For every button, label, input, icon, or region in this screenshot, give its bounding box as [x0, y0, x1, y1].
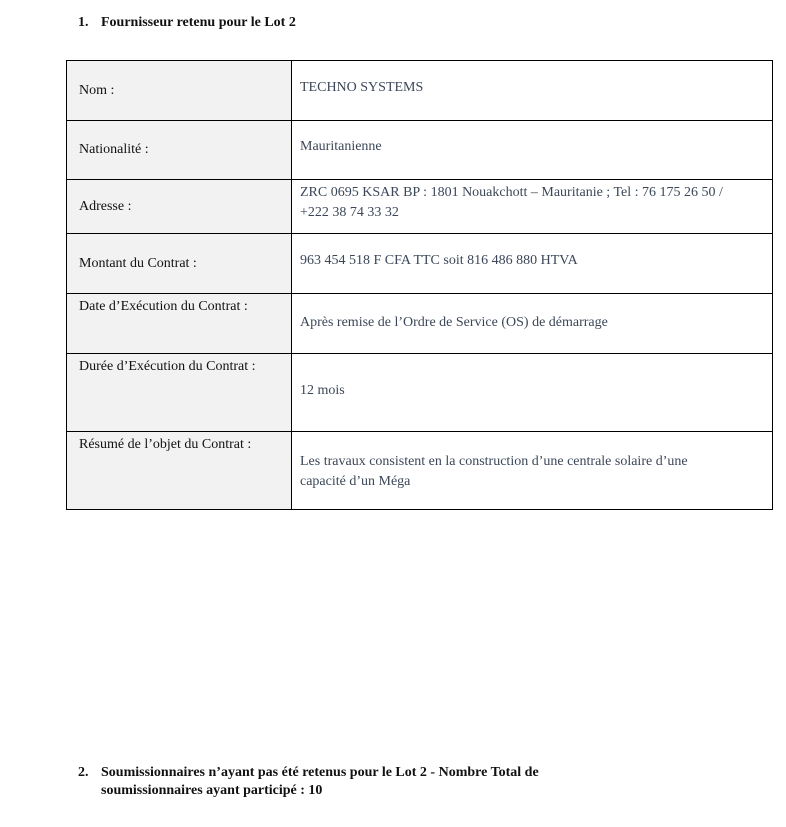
section-2-number: 2.: [78, 765, 89, 780]
value-resume-objet-line-1: Les travaux consistent en la construction d’une centrale solaire d’une: [300, 453, 688, 469]
value-adresse-line-1: ZRC 0695 KSAR BP : 1801 Nouakchott – Mauritanie ; Tel : 76 175 26 50 /: [300, 185, 723, 200]
value-nom: [292, 61, 773, 121]
value-date-execution-text: Après remise de l’Ordre de Service (OS) de démarrage: [300, 314, 608, 330]
table-row-adresse: [67, 180, 773, 234]
value-duree-execution-text: 12 mois: [300, 382, 345, 398]
label-montant: Montant du Contrat :: [67, 234, 292, 294]
section-1-heading: [78, 14, 578, 32]
value-adresse: [292, 180, 773, 234]
contract-info-table: [66, 60, 773, 510]
table-row-date-execution: [67, 294, 773, 354]
label-resume-objet: Résumé de l’objet du Contrat :: [67, 432, 292, 510]
label-adresse: Adresse :: [67, 180, 292, 234]
value-nationalite: [292, 121, 773, 180]
table-row-resume-objet: [67, 432, 773, 510]
label-nom: Nom :: [67, 61, 292, 121]
label-date-execution: Date d’Exécution du Contrat :: [67, 294, 292, 354]
table-row-nom: [67, 61, 773, 121]
section-1-title: Fournisseur retenu pour le Lot 2: [101, 15, 296, 30]
value-nationalite-text: Mauritanienne: [300, 139, 382, 154]
section-1-number: 1.: [78, 15, 89, 30]
section-2-title-line-2: soumissionnaires ayant participé : 10: [101, 783, 323, 798]
value-montant-text: 963 454 518 F CFA TTC soit 816 486 880 HTVA: [300, 252, 578, 268]
table-row-duree-execution: [67, 354, 773, 432]
value-resume-objet: [292, 432, 773, 510]
label-duree-execution: Durée d’Exécution du Contrat :: [67, 354, 292, 432]
value-montant: [292, 234, 773, 294]
label-nationalite: Nationalité :: [67, 121, 292, 180]
value-date-execution: [292, 294, 773, 354]
table-row-nationalite: [67, 121, 773, 180]
value-resume-objet-line-2: capacité d’un Méga: [300, 473, 411, 489]
value-adresse-line-2: +222 38 74 33 32: [300, 205, 399, 220]
value-nom-text: TECHNO SYSTEMS: [300, 79, 424, 95]
section-2-heading: [78, 764, 638, 800]
value-duree-execution: [292, 354, 773, 432]
table-row-montant: [67, 234, 773, 294]
section-2-title-line-1: Soumissionnaires n’ayant pas été retenus pour le Lot 2 - Nombre Total de: [101, 765, 539, 780]
